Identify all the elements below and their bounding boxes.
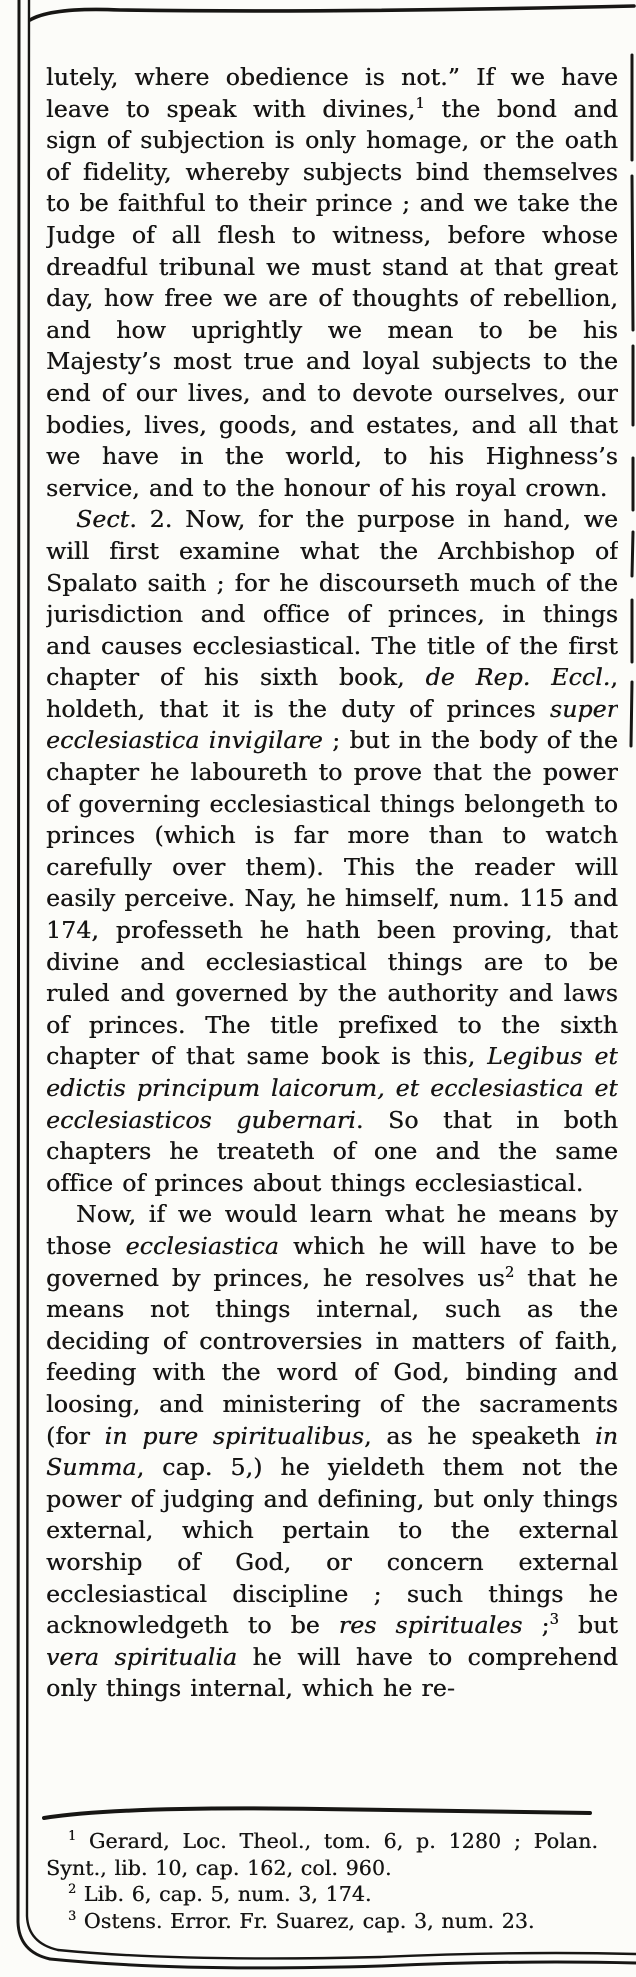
page-body <box>46 62 618 1810</box>
footnote <box>46 1881 598 1908</box>
text-segment: , holdeth, that it is the duty of princes <box>46 663 618 723</box>
italic-text-segment: Legibus et edictis principum laicorum, et ecclesiastica et ecclesiasticos gubernari <box>46 1042 618 1134</box>
text-segment: that he means not things internal, such as the deciding of controversies in matters of faith, feeding with the word of God, binding and loosing, and ministering of the sacraments (for <box>46 1263 618 1450</box>
footnote <box>46 1908 598 1935</box>
text-segment: which he will have to be governed by princes, he resolves us <box>46 1231 618 1292</box>
footnote-reference-marker: 1 <box>415 94 425 112</box>
text-segment: but <box>558 1611 618 1640</box>
right-border-line <box>631 55 633 746</box>
paragraph <box>46 504 618 1199</box>
text-segment: lutely, where obedience is not.” If we have leave to speak with divines, <box>46 63 618 123</box>
text-segment: . 2. Now, for the purpose in hand, we will first examine what the Archbishop of Spalato saith ; for he discourseth much of the jurisdiction and office of princes, in things and causes ecclesiastical. The title of the first chapter of his sixth book, <box>46 505 618 692</box>
left-border-outer-line <box>17 0 50 1959</box>
italic-text-segment: in pure spiritualibus <box>104 1421 364 1450</box>
text-segment: Now, if we would learn what he means by those <box>46 1200 618 1260</box>
text-segment: , as he speaketh <box>363 1421 596 1450</box>
text-segment: he will have to comprehend only things internal, which he re- <box>46 1642 618 1703</box>
footnote <box>46 1828 598 1881</box>
footnote-marker: 1 <box>68 1828 77 1844</box>
bottom-border-inner-line <box>58 1950 636 1958</box>
footnote-reference-marker: 3 <box>549 1611 559 1629</box>
footnote-text: Lib. 6, cap. 5, num. 3, 174. <box>76 1882 372 1906</box>
italic-text-segment: super ecclesiastica invigilare <box>46 694 618 755</box>
italic-text-segment: in Summa <box>46 1421 618 1482</box>
footnote-reference-marker: 2 <box>504 1263 515 1281</box>
text-segment: , cap. 5,) he yieldeth them not the power of judging and defining, but only things external, which pertain to the external worship of God, or concern external ecclesiastical discipline ; such things he acknowledgeth to be <box>46 1453 618 1640</box>
text-segment: the bond and sign of subjection is only homage, or the oath of fidelity, whereby subjects bind themselves to be faithful to their prince ; and we take the Judge of all flesh to witness, before whose dreadful tribunal we must stand at that great day, how free we are of thoughts of rebellion, and how uprightly we mean to be his Majesty’s most true and loyal subjects to the end of our lives, and to devote ourselves, our bodies, lives, goods, and estates, and all that we have in the world, to his Highness’s service, and to the honour of his royal crown. <box>46 94 618 502</box>
italic-text-segment: res spirituales <box>338 1611 523 1640</box>
text-segment: ; <box>522 1611 550 1640</box>
paragraph <box>46 62 618 504</box>
italic-text-segment: de Rep. Eccl. <box>425 663 611 692</box>
bottom-border-outer-line <box>50 1959 636 1968</box>
footnotes <box>46 1828 598 1934</box>
italic-text-segment: vera spiritualia <box>46 1642 238 1671</box>
footnote-text: Gerard, Loc. Theol., tom. 6, p. 1280 ; Polan. Synt., lib. 10, cap. 162, col. 960. <box>46 1829 598 1880</box>
text-segment: ; but in the body of the chapter he laboureth to prove that the power of governing ecclesiastical things belongeth to princes (which is far more than to watch carefully over them). This the reader will easily perceive. Nay, he himself, num. 115 and 174, professeth he hath been proving, that divine and ecclesiastical things are to be ruled and governed by the authority and laws of princes. The title prefixed to the sixth chapter of that same book is this, <box>46 726 618 1071</box>
italic-text-segment: Sect <box>76 505 130 534</box>
footnote-text: Ostens. Error. Fr. Suarez, cap. 3, num. 23. <box>76 1908 535 1933</box>
top-border-line <box>30 6 634 20</box>
footnote-marker: 3 <box>68 1907 77 1923</box>
footnote-marker: 2 <box>68 1881 77 1897</box>
text-segment: . So that in both chapters he treateth of one and the same office of princes about things ecclesiastical. <box>46 1105 618 1197</box>
paragraph <box>46 1199 618 1705</box>
italic-text-segment: ecclesiastica <box>125 1231 279 1260</box>
